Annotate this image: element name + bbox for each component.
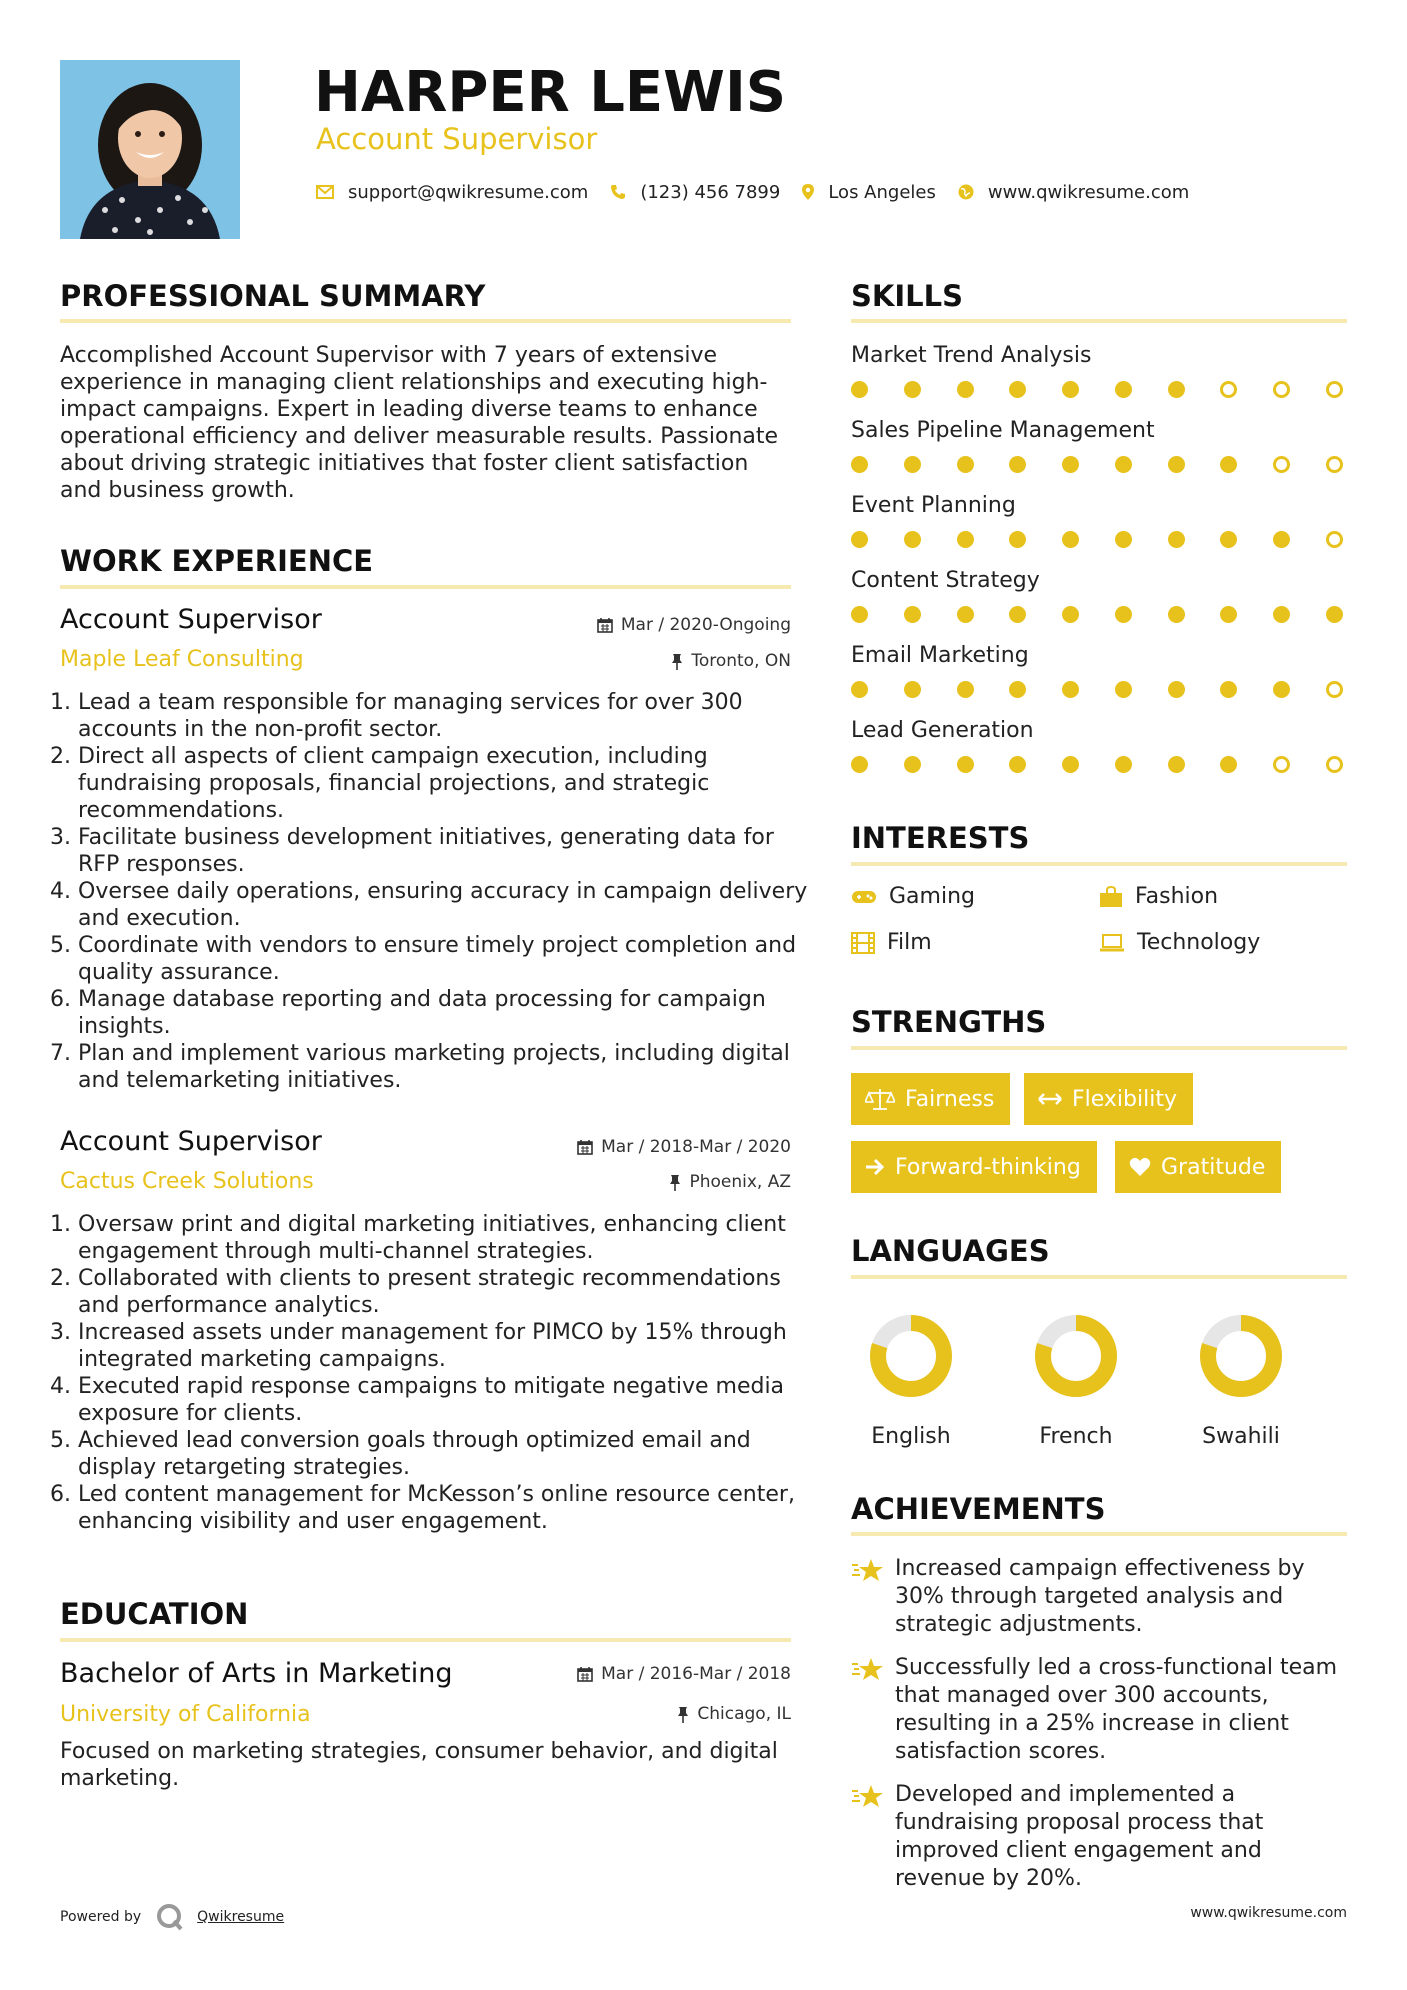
interests-heading: INTERESTS	[851, 821, 1030, 855]
summary-heading: PROFESSIONAL SUMMARY	[60, 279, 486, 313]
laptop-icon	[1099, 933, 1125, 953]
star-icon	[851, 1557, 885, 1585]
language-name: French	[1039, 1424, 1113, 1449]
skill-item	[851, 493, 1347, 568]
language-level-ring	[851, 1310, 971, 1402]
skill-item	[851, 643, 1347, 718]
rating-dot-empty	[1326, 531, 1343, 548]
company-name: Maple Leaf Consulting	[60, 647, 304, 672]
brand-link[interactable]: Qwikresume	[197, 1909, 285, 1925]
rating-dot-empty	[1273, 456, 1290, 473]
skills-divider	[851, 319, 1347, 323]
arrow-right-icon	[865, 1158, 885, 1176]
shopping-bag-icon	[1099, 886, 1123, 908]
achievement-text: Increased campaign effectiveness by 30% through targeted analysis and strategic adjustments.	[895, 1556, 1305, 1637]
rating-dot-filled	[1009, 756, 1026, 773]
list-item: 5. Coordinate with vendors to ensure timely project completion and quality assurance.	[78, 932, 809, 986]
education-divider	[60, 1638, 791, 1642]
star-icon	[851, 1783, 885, 1811]
gamepad-icon	[851, 889, 877, 905]
rating-dot-filled	[1168, 456, 1185, 473]
pin-icon	[669, 1174, 681, 1191]
list-item: 4. Executed rapid response campaigns to mitigate negative media exposure for clients.	[78, 1373, 809, 1427]
rating-dot-filled	[1168, 681, 1185, 698]
contact-email[interactable]	[316, 182, 588, 203]
rating-dot-filled	[1062, 456, 1079, 473]
strengths-heading: STRENGTHS	[851, 1005, 1047, 1039]
rating-dot-filled	[1115, 531, 1132, 548]
job-title: Account Supervisor	[60, 1126, 322, 1157]
strength-badge	[1024, 1073, 1193, 1125]
rating-dot-filled	[1009, 456, 1026, 473]
education-dates	[577, 1664, 791, 1684]
job-location	[669, 1172, 791, 1192]
scale-icon	[865, 1087, 895, 1111]
achievement-item	[851, 1781, 1347, 1893]
rating-dot-filled	[851, 606, 868, 623]
rating-dot-filled	[1062, 606, 1079, 623]
rating-dot-filled	[1220, 531, 1237, 548]
skill-item	[851, 343, 1347, 418]
rating-dot-filled	[1009, 531, 1026, 548]
rating-dot-filled	[851, 456, 868, 473]
rating-dot-filled	[957, 681, 974, 698]
skill-rating	[851, 756, 1343, 773]
language-name: Swahili	[1202, 1424, 1280, 1449]
list-item: 1. Lead a team responsible for managing services for over 300 accounts in the non-profit sector.	[78, 689, 809, 743]
rating-dot-filled	[851, 681, 868, 698]
rating-dot-filled	[904, 606, 921, 623]
star-icon	[851, 1656, 885, 1684]
achievements-heading: ACHIEVEMENTS	[851, 1492, 1106, 1526]
job-location-text: Toronto, ON	[691, 651, 791, 671]
rating-dot-filled	[1220, 681, 1237, 698]
job-bullets	[60, 689, 809, 1094]
heart-icon	[1129, 1157, 1151, 1177]
job-title: Account Supervisor	[60, 604, 322, 635]
skill-rating	[851, 381, 1343, 398]
rating-dot-filled	[1168, 756, 1185, 773]
rating-dot-filled	[1009, 606, 1026, 623]
rating-dot-filled	[1168, 531, 1185, 548]
contact-location	[802, 182, 936, 203]
rating-dot-filled	[1220, 456, 1237, 473]
profile-photo	[60, 60, 240, 239]
calendar-icon	[597, 617, 613, 633]
rating-dot-filled	[904, 381, 921, 398]
skill-name: Event Planning	[851, 493, 1016, 518]
summary-divider	[60, 319, 791, 323]
strengths-divider	[851, 1046, 1347, 1050]
skill-rating	[851, 606, 1343, 623]
interest-label: Gaming	[889, 884, 975, 909]
contact-bar	[316, 178, 1211, 206]
list-item: 5. Achieved lead conversion goals through optimized email and display retargeting strategies.	[78, 1427, 809, 1481]
rating-dot-filled	[904, 681, 921, 698]
job-dates-text: Mar / 2020-Ongoing	[620, 615, 791, 635]
rating-dot-filled	[851, 531, 868, 548]
skill-name: Email Marketing	[851, 643, 1029, 668]
school-name: University of California	[60, 1702, 311, 1727]
company-name: Cactus Creek Solutions	[60, 1169, 314, 1194]
rating-dot-filled	[1326, 606, 1343, 623]
list-item: 7. Plan and implement various marketing projects, including digital and telemarketing initiatives.	[78, 1040, 809, 1094]
interests-divider	[851, 862, 1347, 866]
rating-dot-empty	[1326, 756, 1343, 773]
globe-icon	[958, 184, 974, 200]
strength-badge	[1115, 1141, 1281, 1193]
list-item: 3. Increased assets under management for PIMCO by 15% through integrated marketing campaigns.	[78, 1319, 809, 1373]
rating-dot-filled	[904, 531, 921, 548]
skill-rating	[851, 531, 1343, 548]
education-dates-text: Mar / 2016-Mar / 2018	[601, 1664, 791, 1684]
location-text: Los Angeles	[828, 181, 936, 203]
rating-dot-filled	[1062, 756, 1079, 773]
list-item: 2. Collaborated with clients to present strategic recommendations and performance analytics.	[78, 1265, 809, 1319]
rating-dot-empty	[1273, 756, 1290, 773]
education-heading: EDUCATION	[60, 1597, 249, 1631]
interest-label: Film	[887, 930, 932, 955]
pin-icon	[677, 1706, 689, 1723]
qwikresume-logo-icon	[155, 1902, 185, 1932]
job-location-text: Phoenix, AZ	[689, 1172, 791, 1192]
achievement-item	[851, 1654, 1347, 1766]
rating-dot-filled	[1273, 681, 1290, 698]
rating-dot-filled	[1062, 381, 1079, 398]
list-item: 6. Manage database reporting and data processing for campaign insights.	[78, 986, 809, 1040]
mail-icon	[316, 185, 334, 199]
language-name: English	[871, 1424, 951, 1449]
skill-name: Sales Pipeline Management	[851, 418, 1155, 443]
website-text: www.qwikresume.com	[987, 181, 1190, 203]
job-bullets	[60, 1211, 809, 1535]
rating-dot-filled	[1115, 756, 1132, 773]
email-text: support@qwikresume.com	[348, 181, 589, 203]
calendar-icon	[577, 1139, 593, 1155]
language-level-ring	[1016, 1310, 1136, 1402]
languages-heading: LANGUAGES	[851, 1234, 1050, 1268]
rating-dot-empty	[1220, 381, 1237, 398]
rating-dot-filled	[1115, 381, 1132, 398]
rating-dot-empty	[1326, 381, 1343, 398]
rating-dot-filled	[1062, 681, 1079, 698]
rating-dot-filled	[1273, 606, 1290, 623]
skill-item	[851, 418, 1347, 493]
rating-dot-filled	[851, 756, 868, 773]
job-location	[671, 651, 791, 671]
skills-heading: SKILLS	[851, 279, 963, 313]
rating-dot-filled	[904, 456, 921, 473]
rating-dot-filled	[1273, 531, 1290, 548]
arrows-horizontal-icon	[1038, 1092, 1062, 1106]
skill-rating	[851, 456, 1343, 473]
job-dates	[597, 615, 791, 635]
rating-dot-filled	[1220, 606, 1237, 623]
language-item	[851, 1310, 971, 1449]
skill-rating	[851, 681, 1343, 698]
skill-name: Content Strategy	[851, 568, 1040, 593]
rating-dot-empty	[1326, 456, 1343, 473]
language-item	[1016, 1310, 1136, 1449]
degree-title: Bachelor of Arts in Marketing	[60, 1658, 453, 1689]
calendar-icon	[577, 1666, 593, 1682]
interest-film	[851, 930, 932, 955]
list-item: 6. Led content management for McKesson’s online resource center, enhancing visibility and user engagement.	[78, 1481, 809, 1535]
pin-icon	[671, 653, 683, 670]
phone-text: (123) 456 7899	[640, 181, 781, 203]
achievements-divider	[851, 1532, 1347, 1536]
list-item: 3. Facilitate business development initiatives, generating data for RFP responses.	[78, 824, 809, 878]
achievement-item	[851, 1555, 1347, 1639]
rating-dot-filled	[1220, 756, 1237, 773]
skill-item	[851, 718, 1347, 793]
rating-dot-empty	[1326, 681, 1343, 698]
languages-list	[851, 1310, 1347, 1450]
rating-dot-filled	[1168, 606, 1185, 623]
rating-dot-filled	[1062, 531, 1079, 548]
languages-divider	[851, 1275, 1347, 1279]
rating-dot-filled	[1115, 681, 1132, 698]
interest-gaming	[851, 884, 975, 909]
rating-dot-empty	[1273, 381, 1290, 398]
contact-website[interactable]	[958, 182, 1189, 203]
strength-label: Flexibility	[1072, 1086, 1177, 1112]
rating-dot-filled	[1009, 681, 1026, 698]
language-level-ring	[1181, 1310, 1301, 1402]
rating-dot-filled	[851, 381, 868, 398]
candidate-title: Account Supervisor	[316, 122, 598, 156]
phone-icon	[610, 184, 626, 200]
rating-dot-filled	[1168, 381, 1185, 398]
rating-dot-filled	[957, 756, 974, 773]
rating-dot-filled	[957, 456, 974, 473]
interest-label: Fashion	[1135, 884, 1219, 909]
skills-list	[851, 343, 1347, 793]
candidate-name: HARPER LEWIS	[314, 60, 787, 125]
job-dates	[577, 1137, 791, 1157]
film-icon	[851, 932, 875, 954]
list-item: 4. Oversee daily operations, ensuring accuracy in campaign delivery and execution.	[78, 878, 809, 932]
map-pin-icon	[802, 184, 814, 200]
rating-dot-filled	[1009, 381, 1026, 398]
strength-label: Forward-thinking	[895, 1154, 1081, 1180]
rating-dot-filled	[957, 531, 974, 548]
interest-technology	[1099, 930, 1260, 955]
powered-by-text: Powered by	[60, 1909, 142, 1925]
footer-powered-by	[60, 1902, 284, 1932]
list-item: 2. Direct all aspects of client campaign execution, including fundraising proposals, financial projections, and strategic recommendations.	[78, 743, 809, 824]
education-location-text: Chicago, IL	[697, 1704, 791, 1724]
skill-item	[851, 568, 1347, 643]
education-description: Focused on marketing strategies, consumer behavior, and digital marketing.	[60, 1739, 778, 1791]
achievement-text: Developed and implemented a fundraising proposal process that improved client engagement and revenue by 20%.	[895, 1782, 1264, 1891]
rating-dot-filled	[1115, 606, 1132, 623]
interest-label: Technology	[1137, 930, 1261, 955]
rating-dot-filled	[1115, 456, 1132, 473]
strength-label: Gratitude	[1161, 1154, 1266, 1180]
footer-site[interactable]: www.qwikresume.com	[1190, 1905, 1347, 1921]
strength-badge	[851, 1073, 1010, 1125]
strength-badge	[851, 1141, 1097, 1193]
experience-heading: WORK EXPERIENCE	[60, 544, 374, 578]
rating-dot-filled	[904, 756, 921, 773]
achievement-text: Successfully led a cross-functional team that managed over 300 accounts, resulting in a 25% increase in client satisfaction scores.	[895, 1655, 1338, 1764]
language-item	[1181, 1310, 1301, 1449]
skill-name: Lead Generation	[851, 718, 1034, 743]
experience-divider	[60, 585, 791, 589]
job-dates-text: Mar / 2018-Mar / 2020	[601, 1137, 791, 1157]
summary-text: Accomplished Account Supervisor with 7 years of extensive experience in managing client relationships and executing high-impact campaigns. Expert in leading diverse teams to enhance operational efficiency and deliver measurable results. Passionate about driving strategic initiatives that foster client satisfaction and business growth.	[60, 343, 779, 503]
contact-phone[interactable]	[610, 182, 780, 203]
list-item: 1. Oversaw print and digital marketing initiatives, enhancing client engagement through multi-channel strategies.	[78, 1211, 809, 1265]
education-location	[677, 1704, 791, 1724]
strength-label: Fairness	[905, 1086, 995, 1112]
rating-dot-filled	[957, 381, 974, 398]
interest-fashion	[1099, 884, 1218, 909]
skill-name: Market Trend Analysis	[851, 343, 1092, 368]
rating-dot-filled	[957, 606, 974, 623]
